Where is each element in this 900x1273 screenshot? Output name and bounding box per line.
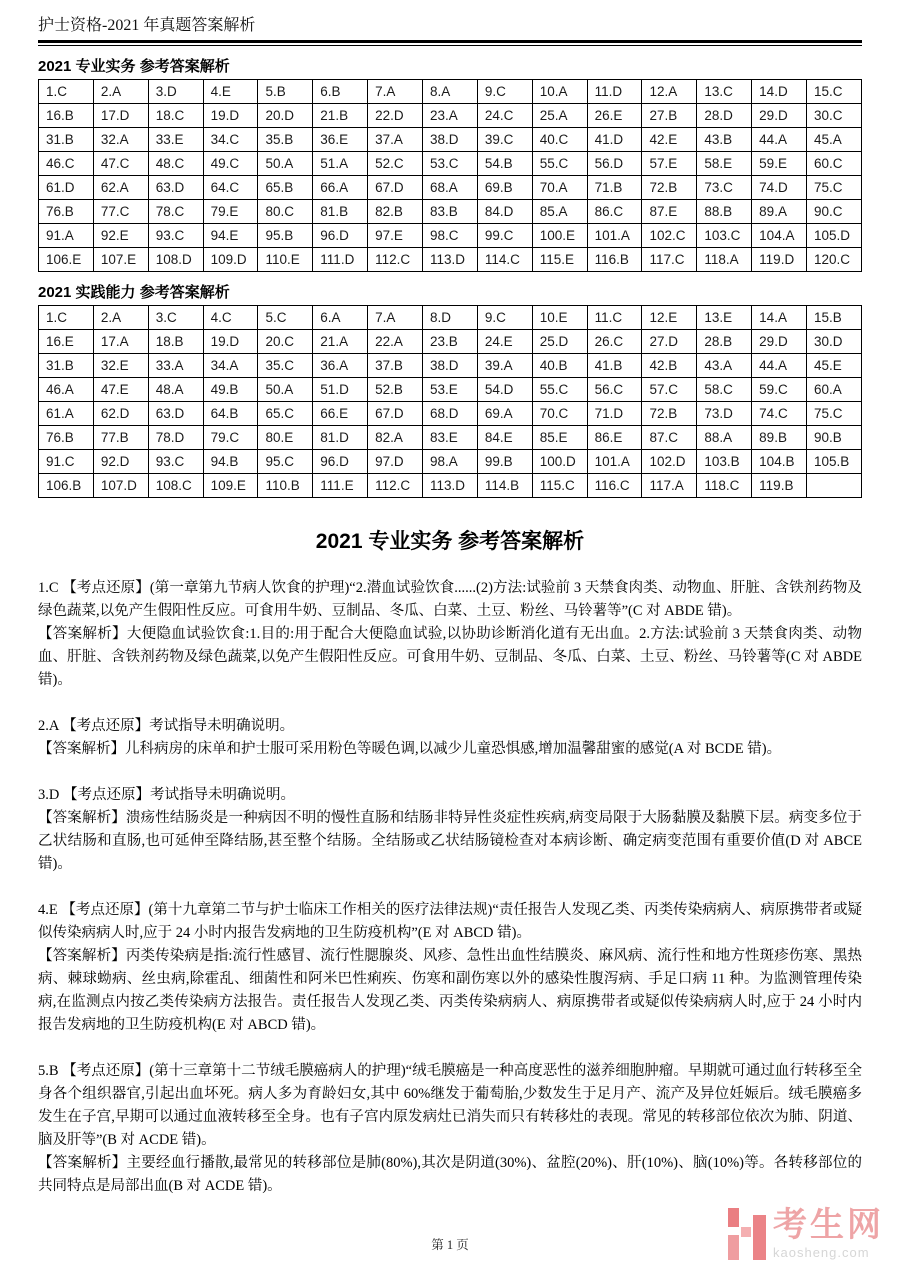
explanation-block: [38, 715, 862, 761]
explanation-block: [38, 577, 862, 692]
explanation-paragraph: 4.E 【考点还原】(第十九章第二节与护士临床工作相关的医疗法律法规)“责任报告人发现乙类、丙类传染病病人、病原携带者或疑似传染病病人时,应于 24 小时内报告发病地的卫生防疫机构”(E 对 ABCD 错)。: [38, 902, 862, 941]
answer-cell: 73.D: [697, 402, 752, 426]
answer-cell: 100.E: [532, 224, 587, 248]
answer-cell: 63.D: [148, 402, 203, 426]
answer-cell: 1.C: [39, 306, 94, 330]
answer-row: [39, 248, 862, 272]
answer-cell: 82.B: [368, 200, 423, 224]
answer-cell: 25.D: [532, 330, 587, 354]
answer-cell: 34.C: [203, 128, 258, 152]
answer-row: [39, 152, 862, 176]
answer-cell: 70.A: [532, 176, 587, 200]
answer-cell: 42.B: [642, 354, 697, 378]
answer-cell: 23.A: [423, 104, 478, 128]
answer-cell: 86.C: [587, 200, 642, 224]
answer-cell: 106.B: [39, 474, 94, 498]
answer-cell: 17.D: [93, 104, 148, 128]
answer-cell: 49.B: [203, 378, 258, 402]
explanation-paragraph: 【答案解析】丙类传染病是指:流行性感冒、流行性腮腺炎、风疹、急性出血性结膜炎、麻风病、流行性和地方性斑疹伤寒、黑热病、棘球蚴病、丝虫病,除霍乱、细菌性和阿米巴性痢疾、伤寒和副伤寒以外的感染性腹泻病、手足口病 11 种。为监测管理传染病,在监测点内按乙类传染病方法报告。责任报告人发现乙类、丙类传染病病人、病原携带者或疑似传染病病人时,应于 24 小时内报告发病地的卫生防疫机构(E 对 ABCD 错)。: [38, 948, 862, 1033]
answer-cell: 59.C: [752, 378, 807, 402]
explanation-paragraph: 【答案解析】溃疡性结肠炎是一种病因不明的慢性直肠和结肠非特异性炎症性疾病,病变局限于大肠黏膜及黏膜下层。病变多位于乙状结肠和直肠,也可延伸至降结肠,甚至整个结肠。全结肠或乙状结肠镜检查对本病诊断、确定病变范围有重要价值(D 对 ABCE 错)。: [38, 810, 862, 872]
answer-cell: 68.A: [423, 176, 478, 200]
explanation-block: [38, 899, 862, 1037]
answer-cell: 16.B: [39, 104, 94, 128]
answer-cell: 30.D: [807, 330, 862, 354]
answer-row: [39, 402, 862, 426]
answer-cell: 5.C: [258, 306, 313, 330]
answer-cell: 72.B: [642, 176, 697, 200]
answer-cell: 10.E: [532, 306, 587, 330]
answer-cell: 89.A: [752, 200, 807, 224]
answer-cell: 89.B: [752, 426, 807, 450]
answer-cell: 118.C: [697, 474, 752, 498]
answer-row: [39, 128, 862, 152]
answer-cell: 117.A: [642, 474, 697, 498]
answer-cell: 113.D: [423, 474, 478, 498]
answer-cell: 82.A: [368, 426, 423, 450]
answer-row: [39, 80, 862, 104]
answer-cell: 27.D: [642, 330, 697, 354]
answer-cell: 66.E: [313, 402, 368, 426]
answer-row: [39, 474, 862, 498]
answer-cell: 93.C: [148, 450, 203, 474]
answer-cell: 60.C: [807, 152, 862, 176]
header-divider: [38, 40, 862, 46]
answer-row: [39, 354, 862, 378]
answer-cell: 78.D: [148, 426, 203, 450]
answer-cell: 16.E: [39, 330, 94, 354]
answer-cell: 107.E: [93, 248, 148, 272]
answer-cell: 112.C: [368, 474, 423, 498]
answer-cell: 62.D: [93, 402, 148, 426]
answer-cell: 92.E: [93, 224, 148, 248]
answer-cell: 26.C: [587, 330, 642, 354]
answer-cell: 45.E: [807, 354, 862, 378]
answer-cell: 98.A: [423, 450, 478, 474]
answer-cell: 34.A: [203, 354, 258, 378]
answer-row: [39, 176, 862, 200]
explanation-paragraph: 1.C 【考点还原】(第一章第九节病人饮食的护理)“2.潜血试验饮食......(2)方法:试验前 3 天禁食肉类、动物血、肝脏、含铁剂药物及绿色蔬菜,以免产生假阳性反应。可食用牛奶、豆制品、冬瓜、白菜、土豆、粉丝、马铃薯等”(C 对 ABDE 错)。: [38, 580, 862, 619]
answer-cell: 81.D: [313, 426, 368, 450]
answer-cell: 46.A: [39, 378, 94, 402]
section-title-practical-ability: 2021 实践能力 参考答案解析: [38, 284, 230, 301]
answer-cell: 51.A: [313, 152, 368, 176]
answer-cell: 26.E: [587, 104, 642, 128]
answer-cell: 25.A: [532, 104, 587, 128]
answers-table-practical-ability: [38, 305, 862, 498]
answer-cell: 112.C: [368, 248, 423, 272]
answer-cell: 55.C: [532, 152, 587, 176]
answer-cell: 50.A: [258, 378, 313, 402]
kaosheng-logo-domain: kaosheng.com: [773, 1244, 870, 1260]
answer-cell: 102.C: [642, 224, 697, 248]
answer-cell: 38.D: [423, 354, 478, 378]
answer-cell: 52.B: [368, 378, 423, 402]
answers-table-professional-practice: [38, 79, 862, 272]
answer-cell: 58.C: [697, 378, 752, 402]
answer-cell: 95.B: [258, 224, 313, 248]
answer-cell: 58.E: [697, 152, 752, 176]
answer-cell: 80.C: [258, 200, 313, 224]
answer-cell: 43.B: [697, 128, 752, 152]
answer-cell: 67.D: [368, 176, 423, 200]
answer-cell: 45.A: [807, 128, 862, 152]
answer-cell: 20.D: [258, 104, 313, 128]
answer-cell: 47.E: [93, 378, 148, 402]
answer-cell: 33.A: [148, 354, 203, 378]
answer-cell: 71.D: [587, 402, 642, 426]
answer-cell: 97.D: [368, 450, 423, 474]
answer-cell: 88.A: [697, 426, 752, 450]
answer-cell: 103.C: [697, 224, 752, 248]
answer-cell: 54.B: [477, 152, 532, 176]
answer-cell: 59.E: [752, 152, 807, 176]
answer-cell: 71.B: [587, 176, 642, 200]
answer-cell: 108.D: [148, 248, 203, 272]
answer-row: [39, 426, 862, 450]
answer-cell: 118.A: [697, 248, 752, 272]
answer-cell: 119.D: [752, 248, 807, 272]
answer-cell: 35.B: [258, 128, 313, 152]
answer-row: [39, 378, 862, 402]
answer-cell: 9.C: [477, 306, 532, 330]
answer-cell: 39.C: [477, 128, 532, 152]
explanation-paragraph: 3.D 【考点还原】考试指导未明确说明。: [38, 787, 295, 803]
answer-cell: 99.B: [477, 450, 532, 474]
answer-cell: 81.B: [313, 200, 368, 224]
answer-cell: 35.C: [258, 354, 313, 378]
answer-row: [39, 104, 862, 128]
answer-cell: 83.E: [423, 426, 478, 450]
answer-cell: 83.B: [423, 200, 478, 224]
section-title-professional-practice: 2021 专业实务 参考答案解析: [38, 58, 230, 75]
answer-cell: 109.D: [203, 248, 258, 272]
answer-cell: 85.E: [532, 426, 587, 450]
answer-cell: 96.D: [313, 450, 368, 474]
answer-cell: 61.D: [39, 176, 94, 200]
answer-cell: 38.D: [423, 128, 478, 152]
answer-cell: 44.A: [752, 354, 807, 378]
answer-cell: 74.C: [752, 402, 807, 426]
answer-cell: 54.D: [477, 378, 532, 402]
answer-cell: 7.A: [368, 80, 423, 104]
answer-cell: 37.B: [368, 354, 423, 378]
answer-cell: 50.A: [258, 152, 313, 176]
answer-cell: 90.B: [807, 426, 862, 450]
answer-cell: 32.E: [93, 354, 148, 378]
answer-cell: 116.B: [587, 248, 642, 272]
answer-cell: 111.E: [313, 474, 368, 498]
answer-cell: 70.C: [532, 402, 587, 426]
answer-cell: 108.C: [148, 474, 203, 498]
answer-cell: 22.D: [368, 104, 423, 128]
answer-cell: 8.A: [423, 80, 478, 104]
answer-cell: 31.B: [39, 354, 94, 378]
answer-cell: 75.C: [807, 176, 862, 200]
answer-cell: 100.D: [532, 450, 587, 474]
answer-cell: 21.B: [313, 104, 368, 128]
answer-cell: 53.C: [423, 152, 478, 176]
answer-cell: 4.C: [203, 306, 258, 330]
answer-cell: 68.D: [423, 402, 478, 426]
answer-cell: 20.C: [258, 330, 313, 354]
answer-cell: 93.C: [148, 224, 203, 248]
answer-cell: 99.C: [477, 224, 532, 248]
answer-cell: 63.D: [148, 176, 203, 200]
answer-cell: 104.A: [752, 224, 807, 248]
answer-cell: 78.C: [148, 200, 203, 224]
answer-row: [39, 450, 862, 474]
answer-cell: 84.D: [477, 200, 532, 224]
answer-cell: 2.A: [93, 306, 148, 330]
answer-cell: 18.B: [148, 330, 203, 354]
answer-cell: 87.C: [642, 426, 697, 450]
answer-cell: 106.E: [39, 248, 94, 272]
answer-cell: 96.D: [313, 224, 368, 248]
answer-cell: 19.D: [203, 104, 258, 128]
answer-cell: 110.E: [258, 248, 313, 272]
answer-cell: 3.D: [148, 80, 203, 104]
explanation-paragraph: 【答案解析】主要经血行播散,最常见的转移部位是肺(80%),其次是阴道(30%)、盆腔(20%)、肝(10%)、脑(10%)等。各转移部位的共同特点是局部出血(B 对 ACDE 错)。: [38, 1155, 862, 1194]
answer-cell: 95.C: [258, 450, 313, 474]
answer-cell: 98.C: [423, 224, 478, 248]
answer-cell: 30.C: [807, 104, 862, 128]
answer-cell: 8.D: [423, 306, 478, 330]
answer-cell: 77.B: [93, 426, 148, 450]
answer-cell: 24.C: [477, 104, 532, 128]
answer-cell: 76.B: [39, 426, 94, 450]
answer-cell: 13.C: [697, 80, 752, 104]
explanation-block: [38, 784, 862, 876]
page-number: 第 1 页: [431, 1238, 469, 1252]
answer-cell: 36.A: [313, 354, 368, 378]
answer-cell: 5.B: [258, 80, 313, 104]
answer-cell: 10.A: [532, 80, 587, 104]
answer-cell: 6.A: [313, 306, 368, 330]
answer-cell: 14.A: [752, 306, 807, 330]
answer-cell: 79.E: [203, 200, 258, 224]
answer-cell: 13.E: [697, 306, 752, 330]
answer-row: [39, 330, 862, 354]
answer-row: [39, 200, 862, 224]
answer-cell: 51.D: [313, 378, 368, 402]
answer-cell: 36.E: [313, 128, 368, 152]
answer-cell: 104.B: [752, 450, 807, 474]
answer-cell: 15.B: [807, 306, 862, 330]
answer-cell: 21.A: [313, 330, 368, 354]
document-header-title: 护士资格-2021 年真题答案解析: [38, 17, 256, 34]
answer-cell: 67.D: [368, 402, 423, 426]
answer-cell: 105.D: [807, 224, 862, 248]
answer-cell: 39.A: [477, 354, 532, 378]
answer-cell: 56.C: [587, 378, 642, 402]
answer-cell: 33.E: [148, 128, 203, 152]
explanations-body: [38, 577, 862, 1198]
answer-cell: 4.E: [203, 80, 258, 104]
explanation-paragraph: 【答案解析】儿科病房的床单和护士服可采用粉色等暖色调,以减少儿童恐惧感,增加温馨甜蜜的感觉(A 对 BCDE 错)。: [38, 741, 782, 757]
answer-cell: 113.D: [423, 248, 478, 272]
answer-cell: 84.E: [477, 426, 532, 450]
answer-cell: 40.C: [532, 128, 587, 152]
answer-cell: 111.D: [313, 248, 368, 272]
answer-cell: 64.B: [203, 402, 258, 426]
answer-cell: [807, 474, 862, 498]
answer-cell: 114.B: [477, 474, 532, 498]
answer-cell: 77.C: [93, 200, 148, 224]
answer-cell: 32.A: [93, 128, 148, 152]
kaosheng-logo-text: [773, 1208, 884, 1260]
answer-cell: 66.A: [313, 176, 368, 200]
explanation-paragraph: 2.A 【考点还原】考试指导未明确说明。: [38, 718, 295, 734]
answer-cell: 40.B: [532, 354, 587, 378]
answer-cell: 7.A: [368, 306, 423, 330]
answer-row: [39, 224, 862, 248]
answer-cell: 101.A: [587, 224, 642, 248]
answer-cell: 14.D: [752, 80, 807, 104]
answer-cell: 60.A: [807, 378, 862, 402]
answer-cell: 87.E: [642, 200, 697, 224]
answer-cell: 85.A: [532, 200, 587, 224]
answer-cell: 27.B: [642, 104, 697, 128]
answer-cell: 72.B: [642, 402, 697, 426]
answer-cell: 2.A: [93, 80, 148, 104]
answer-cell: 107.D: [93, 474, 148, 498]
explanations-heading: 2021 专业实务 参考答案解析: [315, 530, 585, 553]
answer-cell: 12.A: [642, 80, 697, 104]
answer-cell: 1.C: [39, 80, 94, 104]
answer-cell: 46.C: [39, 152, 94, 176]
answer-cell: 86.E: [587, 426, 642, 450]
answer-cell: 102.D: [642, 450, 697, 474]
explanation-block: [38, 1060, 862, 1198]
answer-cell: 42.E: [642, 128, 697, 152]
answer-cell: 37.A: [368, 128, 423, 152]
answer-cell: 47.C: [93, 152, 148, 176]
answer-cell: 9.C: [477, 80, 532, 104]
kaosheng-logo-icon: [728, 1208, 766, 1265]
answer-cell: 56.D: [587, 152, 642, 176]
answer-cell: 49.C: [203, 152, 258, 176]
answer-cell: 62.A: [93, 176, 148, 200]
answer-cell: 17.A: [93, 330, 148, 354]
answer-cell: 53.E: [423, 378, 478, 402]
answer-cell: 94.B: [203, 450, 258, 474]
answer-cell: 91.A: [39, 224, 94, 248]
answer-cell: 11.C: [587, 306, 642, 330]
answer-cell: 120.C: [807, 248, 862, 272]
answer-cell: 29.D: [752, 330, 807, 354]
answer-cell: 57.C: [642, 378, 697, 402]
answer-cell: 79.C: [203, 426, 258, 450]
answer-cell: 105.B: [807, 450, 862, 474]
answer-cell: 23.B: [423, 330, 478, 354]
answer-cell: 24.E: [477, 330, 532, 354]
answer-cell: 12.E: [642, 306, 697, 330]
answer-cell: 48.C: [148, 152, 203, 176]
answer-cell: 75.C: [807, 402, 862, 426]
answer-cell: 6.B: [313, 80, 368, 104]
kaosheng-watermark-logo: [728, 1208, 884, 1265]
answer-cell: 92.D: [93, 450, 148, 474]
answer-cell: 103.B: [697, 450, 752, 474]
answer-cell: 109.E: [203, 474, 258, 498]
answer-cell: 55.C: [532, 378, 587, 402]
answer-cell: 90.C: [807, 200, 862, 224]
answer-cell: 48.A: [148, 378, 203, 402]
answer-cell: 73.C: [697, 176, 752, 200]
answer-cell: 115.C: [532, 474, 587, 498]
answer-cell: 22.A: [368, 330, 423, 354]
answer-cell: 64.C: [203, 176, 258, 200]
answer-cell: 19.D: [203, 330, 258, 354]
answer-cell: 101.A: [587, 450, 642, 474]
answer-cell: 65.B: [258, 176, 313, 200]
kaosheng-logo-name: 考生网: [773, 1206, 884, 1244]
answer-cell: 91.C: [39, 450, 94, 474]
answer-cell: 41.D: [587, 128, 642, 152]
answer-cell: 3.C: [148, 306, 203, 330]
answer-cell: 110.B: [258, 474, 313, 498]
answer-cell: 61.A: [39, 402, 94, 426]
answer-cell: 52.C: [368, 152, 423, 176]
answer-cell: 18.C: [148, 104, 203, 128]
answer-cell: 119.B: [752, 474, 807, 498]
answer-cell: 80.E: [258, 426, 313, 450]
answer-cell: 115.E: [532, 248, 587, 272]
answer-cell: 69.B: [477, 176, 532, 200]
answer-cell: 74.D: [752, 176, 807, 200]
answer-cell: 117.C: [642, 248, 697, 272]
answer-cell: 94.E: [203, 224, 258, 248]
answer-cell: 88.B: [697, 200, 752, 224]
answer-cell: 76.B: [39, 200, 94, 224]
answer-cell: 97.E: [368, 224, 423, 248]
answer-cell: 28.B: [697, 330, 752, 354]
answer-cell: 57.E: [642, 152, 697, 176]
answer-cell: 114.C: [477, 248, 532, 272]
answer-cell: 44.A: [752, 128, 807, 152]
answer-cell: 69.A: [477, 402, 532, 426]
explanation-paragraph: 5.B 【考点还原】(第十三章第十二节绒毛膜癌病人的护理)“绒毛膜癌是一种高度恶性的滋养细胞肿瘤。早期就可通过血行转移至全身各个组织器官,引起出血坏死。病人多为育龄妇女,其中 60%继发于葡萄胎,少数发生于足月产、流产及异位妊娠后。绒毛膜癌多发生在子宫,早期可以通过血液转移至全身。也有子宫内原发病灶已消失而只有转移灶的表现。常见的转移部位依次为肺、阴道、脑及肝等”(B 对 ACDE 错)。: [38, 1063, 862, 1148]
answer-cell: 28.D: [697, 104, 752, 128]
answer-cell: 15.C: [807, 80, 862, 104]
answer-cell: 43.A: [697, 354, 752, 378]
answer-cell: 31.B: [39, 128, 94, 152]
answer-row: [39, 306, 862, 330]
answer-cell: 29.D: [752, 104, 807, 128]
answer-cell: 65.C: [258, 402, 313, 426]
answer-cell: 11.D: [587, 80, 642, 104]
answer-cell: 41.B: [587, 354, 642, 378]
explanation-paragraph: 【答案解析】大便隐血试验饮食:1.目的:用于配合大便隐血试验,以协助诊断消化道有无出血。2.方法:试验前 3 天禁食肉类、动物血、肝脏、含铁剂药物及绿色蔬菜,以免产生假阳性反应。可食用牛奶、豆制品、冬瓜、白菜、土豆、粉丝、马铃薯等(C 对 ABDE 错)。: [38, 626, 862, 688]
answer-cell: 116.C: [587, 474, 642, 498]
